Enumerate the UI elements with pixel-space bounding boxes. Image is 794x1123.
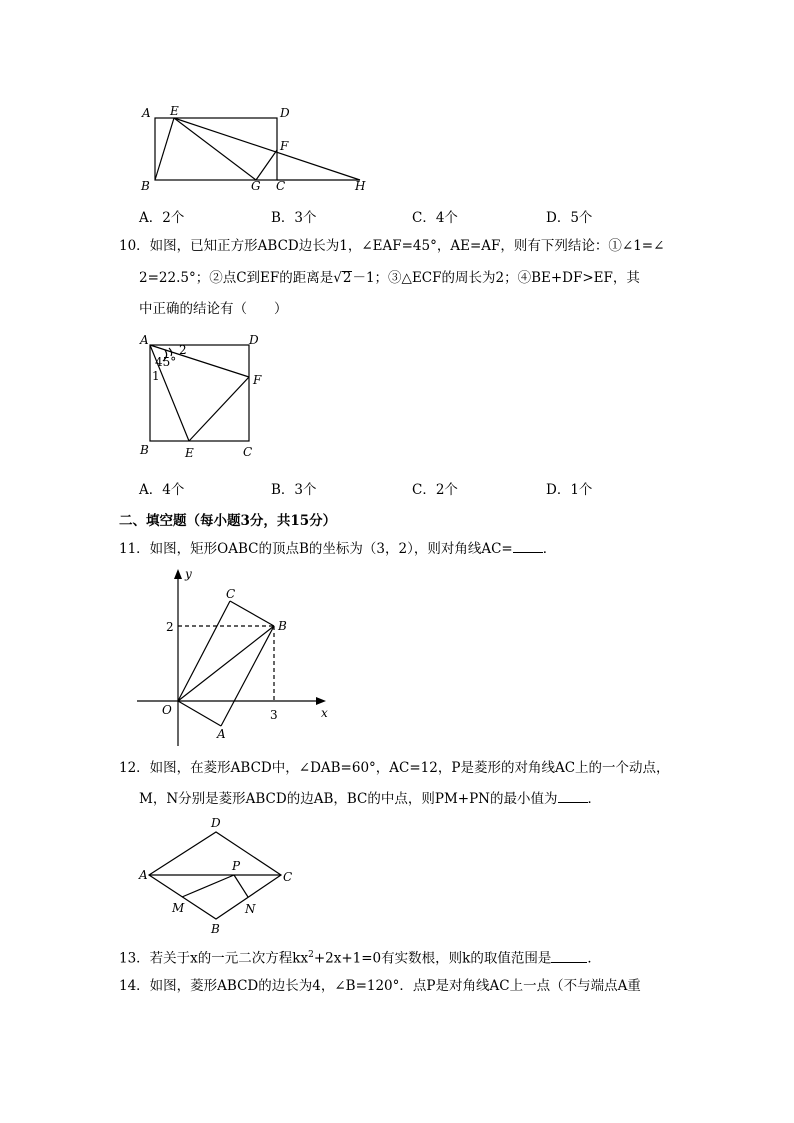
fig11-label-x: x	[321, 706, 328, 720]
q13-answer-blank	[551, 950, 587, 963]
q12-line1: 12．如图，在菱形ABCD中，∠DAB=60°，AC=12，P是菱形的对角线AC上的一个动点，	[119, 760, 670, 776]
q9-option-c: C．4个	[412, 210, 458, 226]
fig9-label-a: A	[142, 106, 151, 120]
fig9-label-e: E	[170, 104, 179, 118]
q10-line3: 中正确的结论有（ ）	[139, 301, 288, 317]
fig10-label-d: D	[249, 333, 259, 347]
q9-option-d: D．5个	[546, 210, 593, 226]
q10-option-c: C．2个	[412, 482, 458, 498]
q12-figure	[135, 812, 305, 938]
q13-part-b: +2x+1=0有实数根，则k的取值范围是	[313, 950, 552, 967]
fig11-tick-3: 3	[270, 708, 278, 722]
q14-text: 14．如图，菱形ABCD的边长为4，∠B=120°．点P是对角线AC上一点（不与端点A重	[119, 978, 641, 994]
fig10-label-a: A	[140, 333, 149, 347]
q10-option-d: D．1个	[546, 482, 593, 498]
fig12-label-n: N	[245, 902, 256, 916]
q11-text	[119, 539, 556, 559]
q12-question: M，N分别是菱形ABCD的边AB，BC的中点，则PM+PN的最小值为	[139, 791, 558, 807]
q9-option-b: B．3个	[271, 210, 317, 226]
fig10-label-e: E	[185, 446, 194, 460]
q10-line2	[139, 268, 640, 288]
q10-sqrt-value: 2	[342, 270, 352, 286]
y-axis-arrow-icon	[174, 569, 182, 579]
fig9-label-b: B	[141, 179, 150, 193]
q11-tail: ．	[542, 541, 557, 557]
fig12-label-m: M	[172, 901, 185, 915]
fig9-label-h: H	[355, 179, 366, 193]
q9-figure	[130, 100, 380, 196]
fig10-angle-1: 1	[152, 369, 160, 383]
fig10-angle-45: 45°	[155, 355, 177, 369]
fig10-label-c: C	[243, 445, 253, 459]
fig11-label-o: O	[162, 703, 172, 717]
fig10-label-f: F	[253, 373, 262, 387]
fig12-label-a: A	[139, 868, 148, 882]
q11-answer-blank	[513, 540, 543, 553]
q13-exponent: 2	[308, 950, 314, 960]
sqrt-symbol: √	[333, 270, 342, 286]
q10-option-b: B．3个	[271, 482, 317, 498]
x-axis-arrow-icon	[316, 697, 326, 705]
fig9-label-c: C	[276, 179, 286, 193]
fig12-label-b: B	[211, 922, 220, 936]
q10-line2-a: 2=22.5°；②点C到EF的距离是	[139, 270, 334, 286]
fig10-label-b: B	[140, 443, 149, 457]
fig12-label-c: C	[283, 870, 293, 884]
q12-answer-blank	[558, 790, 588, 803]
fig11-label-b: B	[278, 619, 287, 633]
section-heading: 二、填空题（每小题3分，共15分）	[119, 513, 337, 529]
q13-part-a: 13．若关于x的一元二次方程kx	[119, 950, 309, 967]
fig9-label-g: G	[251, 179, 261, 193]
fig9-label-d: D	[280, 106, 290, 120]
q13-tail: ．	[587, 950, 601, 967]
fig11-label-c: C	[226, 587, 236, 601]
fig11-tick-2: 2	[166, 620, 174, 634]
fig10-angle-2: 2	[179, 343, 187, 357]
q11-question: 11．如图，矩形OABC的顶点B的坐标为（3，2），则对角线AC=	[119, 541, 513, 557]
fig11-label-y: y	[185, 567, 192, 581]
q11-figure	[135, 566, 335, 748]
q10-line2-b: －1；③△ECF的周长为2；④BE+DF>EF，其	[352, 270, 640, 286]
q10-option-a: A．4个	[139, 482, 185, 498]
q13-text	[119, 945, 601, 969]
fig9-label-f: F	[280, 139, 289, 153]
fig11-label-a: A	[217, 727, 226, 741]
q12-tail: ．	[587, 791, 601, 807]
q9-option-a: A．2个	[139, 210, 185, 226]
q10-figure	[135, 330, 270, 460]
fig12-label-d: D	[211, 816, 221, 830]
fig12-label-p: P	[232, 859, 241, 873]
q12-line2	[139, 789, 601, 809]
q10-line1: 10．如图，已知正方形ABCD边长为1，∠EAF=45°，AE=AF，则有下列结论：①∠1=∠	[119, 238, 665, 254]
